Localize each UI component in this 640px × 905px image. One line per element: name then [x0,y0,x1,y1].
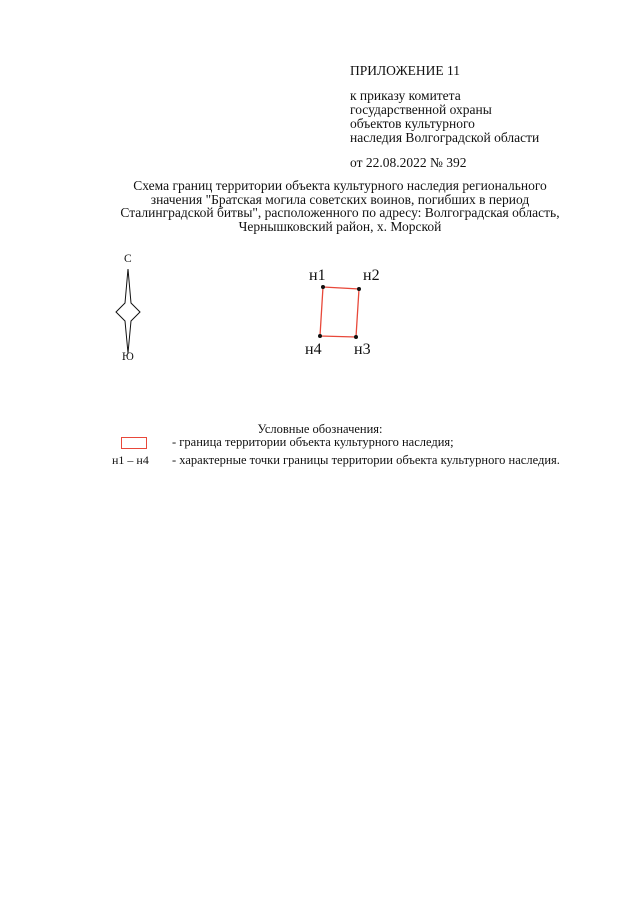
point-n3-marker [354,335,358,339]
point-n3-label: н3 [354,341,371,358]
scheme-title-line-2: значения "Братская могила советских воинов, погибших в период [150,191,530,207]
boundary-scheme [300,265,390,360]
point-n1-marker [321,285,325,289]
legend-points-symbol: н1 – н4 [112,453,149,467]
compass-south-label: Ю [122,351,134,363]
appendix-line-4: наследия Волгоградской области [350,130,540,145]
compass-north-label: С [124,253,132,265]
scheme-title-line-3: Сталинградской битвы", расположенного по адресу: Волгоградская область, [120,205,560,220]
appendix-line-1: к приказу комитета [350,88,461,103]
point-n2-label: н2 [363,267,380,284]
scheme-title-line-4: Чернышковский район, х. Морской [238,218,442,234]
legend-points-text: - характерные точки границы территории объекта культурного наследия. [172,453,560,467]
point-n4-label: н4 [305,341,322,358]
scheme-title-line-1: Схема границ территории объекта культурного наследия регионального [133,178,547,193]
point-n4-marker [318,334,322,338]
legend-boundary-text: - граница территории объекта культурного наследия; [172,435,454,449]
appendix-title: ПРИЛОЖЕНИЕ 11 [350,63,461,78]
compass [100,250,160,370]
legend-title: Условные обозначения: [257,422,383,436]
appendix-line-3: объектов культурного [350,116,475,131]
appendix-date: от 22.08.2022 № 392 [350,155,467,170]
legend-boundary-symbol [121,437,147,449]
appendix-line-2: государственной охраны [350,102,492,117]
point-n1-label: н1 [309,267,326,284]
scheme-title [90,179,590,233]
point-n2-marker [357,287,361,291]
